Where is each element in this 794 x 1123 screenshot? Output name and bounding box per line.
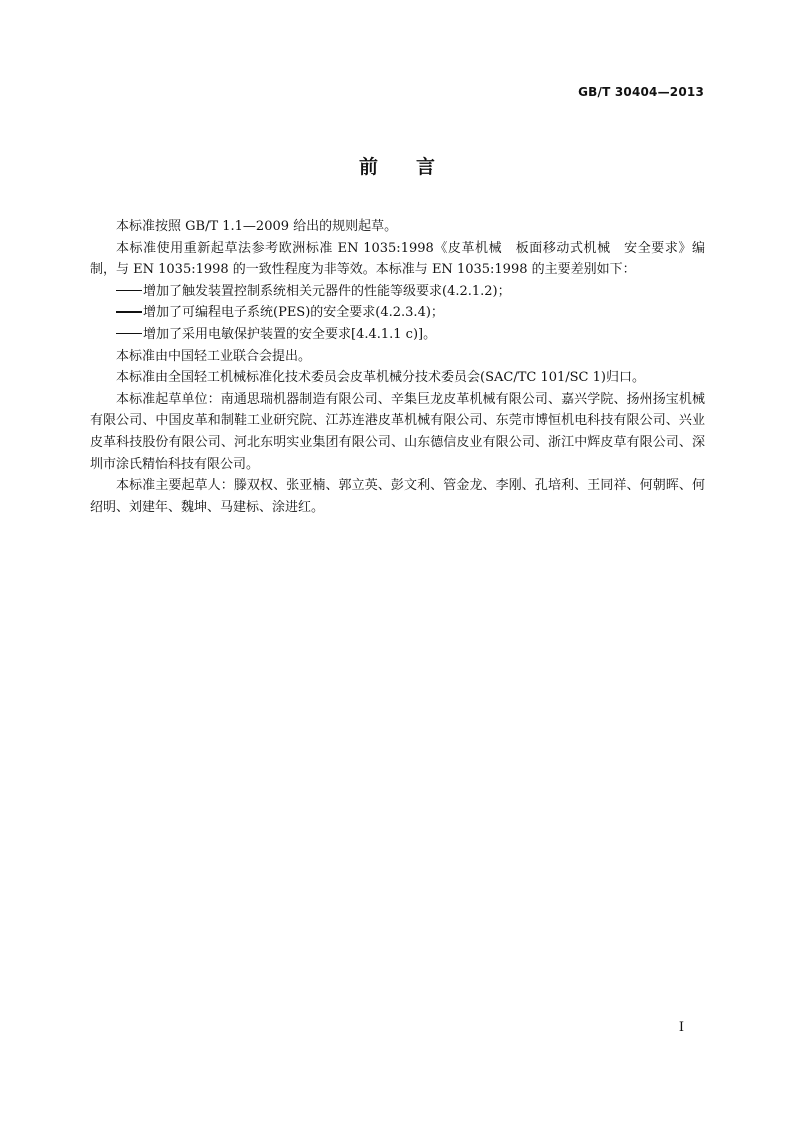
list-item-difference [90,281,705,303]
page-title: 前言 [358,156,473,178]
paragraph-drafting-units: 本标准起草单位：南通思瑞机器制造有限公司、辛集巨龙皮革机械有限公司、嘉兴学院、扬州扬宝机械有限公司、中国皮革和制鞋工业研究院、江苏连港皮革机械有限公司、东莞市博恒机电科技有限公司、兴业皮革科技股份有限公司、河北东明实业集团有限公司、山东德信皮业有限公司、浙江中辉皮草有限公司、深圳市涂氏精怡科技有限公司。 [90,391,705,472]
page-number: I [678,1020,684,1035]
paragraph-drafting-rules: 本标准按照 GB/T 1.1—2009 给出的规则起草。 [116,219,398,234]
dash-bullet [116,311,142,313]
foreword-body [90,216,705,518]
paragraph-proposer: 本标准由中国轻工业联合会提出。 [116,348,312,364]
list-item-difference [90,324,705,346]
paragraph-reference-standard: 本标准使用重新起草法参考欧洲标准 EN 1035:1998《皮革机械 板面移动式机械 安全要求》编制，与 EN 1035:1998 的一致性程度为非等效。本标准与 EN 1035:1998 的主要差别如下： [90,240,705,278]
paragraph-drafters: 本标准主要起草人：滕双权、张亚楠、郭立英、彭文利、管金龙、李刚、孔培利、王同祥、何朝晖、何绍明、刘建年、魏坤、马建标、涂进红。 [90,478,705,515]
list-item-text: 增加了可编程电子系统(PES)的安全要求(4.2.3.4)； [143,305,444,321]
paragraph-committee: 本标准由全国轻工机械标准化技术委员会皮革机械分技术委员会(SAC/TC 101/SC 1)归口。 [116,370,645,386]
standard-number: GB/T 30404—2013 [578,85,704,99]
dash-bullet [116,290,142,292]
dash-bullet [116,333,142,335]
list-item-text: 增加了采用电敏保护装置的安全要求[4.4.1.1 c)]。 [143,326,437,342]
list-item-difference [90,302,705,324]
list-item-text: 增加了触发装置控制系统相关元器件的性能等级要求(4.2.1.2)； [143,283,511,299]
